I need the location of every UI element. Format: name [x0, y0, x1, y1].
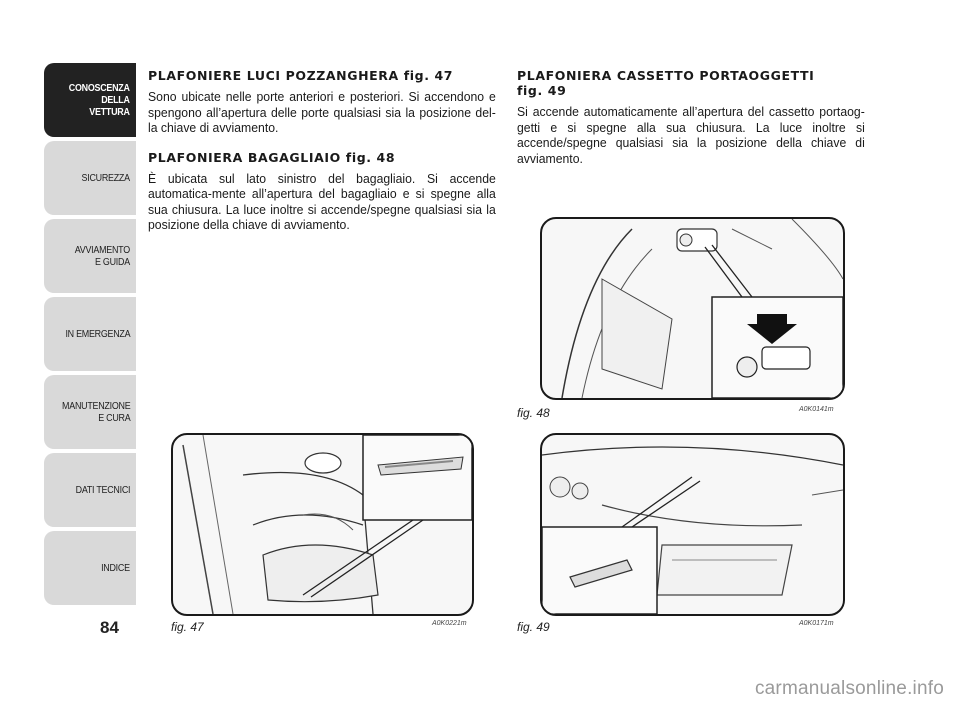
tab-label: CONOSCENZA DELLA VETTURA [69, 82, 130, 118]
door-puddle-light-drawing [173, 435, 472, 614]
tab-manutenzione-e-cura[interactable] [44, 375, 136, 449]
figure-49-caption: fig. 49 [517, 620, 550, 634]
figure-48-illustration [540, 217, 845, 400]
tab-label: SICUREZZA [81, 172, 130, 184]
tab-label: INDICE [101, 562, 130, 574]
tab-indice[interactable] [44, 531, 136, 605]
luggage-compartment-light-drawing [542, 219, 843, 398]
page-number: 84 [100, 618, 119, 637]
figure-49-code: A0K0171m [799, 620, 834, 627]
figure-47-illustration [171, 433, 474, 616]
figure-47-caption: fig. 47 [171, 620, 204, 634]
tab-label: MANUTENZIONE E CURA [61, 400, 130, 424]
tab-in-emergenza[interactable] [44, 297, 136, 371]
left-column [148, 68, 498, 233]
watermark: carmanualsonline.info [754, 678, 944, 699]
section-title-bagagliaio: PLAFONIERA BAGAGLIAIO fig. 48 [148, 149, 396, 165]
figure-47-code: A0K0221m [432, 620, 467, 627]
figure-48-code: A0K0141m [799, 406, 834, 413]
right-column [517, 68, 867, 166]
tab-label: IN EMERGENZA [65, 328, 130, 340]
section-body-bagagliaio: È ubicata sul lato sinistro del bagagliaio. Si accende automatica-mente all’apertura del bagagliaio e si spegne alla sua chiusura. La luce inoltre si accende/spegne qualsiasi sia la posizione della chiave di avviamento. [148, 170, 496, 232]
glove-compartment-light-drawing [542, 435, 843, 614]
section-body-cassetto: Si accende automaticamente all’apertura del cassetto portaog-getti e si spegne alla sua chiusura. La luce inoltre si accende/spegne qualsiasi sia la posizione della chiave di avviamento. [517, 104, 865, 166]
section-body-pozzanghera: Sono ubicate nelle porte anteriori e posteriori. Si accendono e spengono all’apertura delle porte qualsiasi sia la posizione del-la chiave di avviamento. [148, 89, 496, 135]
section-title-line2: fig. 49 [517, 83, 567, 98]
tab-sicurezza[interactable] [44, 141, 136, 215]
tab-label: AVVIAMENTO E GUIDA [74, 244, 130, 268]
section-title-line1: PLAFONIERA CASSETTO PORTAOGGETTI [517, 68, 815, 83]
tab-dati-tecnici[interactable] [44, 453, 136, 527]
section-title-cassetto [517, 68, 867, 98]
figure-48-caption: fig. 48 [517, 406, 550, 420]
section-title-pozzanghera: PLAFONIERE LUCI POZZANGHERA fig. 47 [148, 68, 454, 83]
figure-49-illustration [540, 433, 845, 616]
tab-avviamento-e-guida[interactable] [44, 219, 136, 293]
tab-label: DATI TECNICI [75, 484, 130, 496]
tab-conoscenza-della-vettura[interactable] [44, 63, 136, 137]
